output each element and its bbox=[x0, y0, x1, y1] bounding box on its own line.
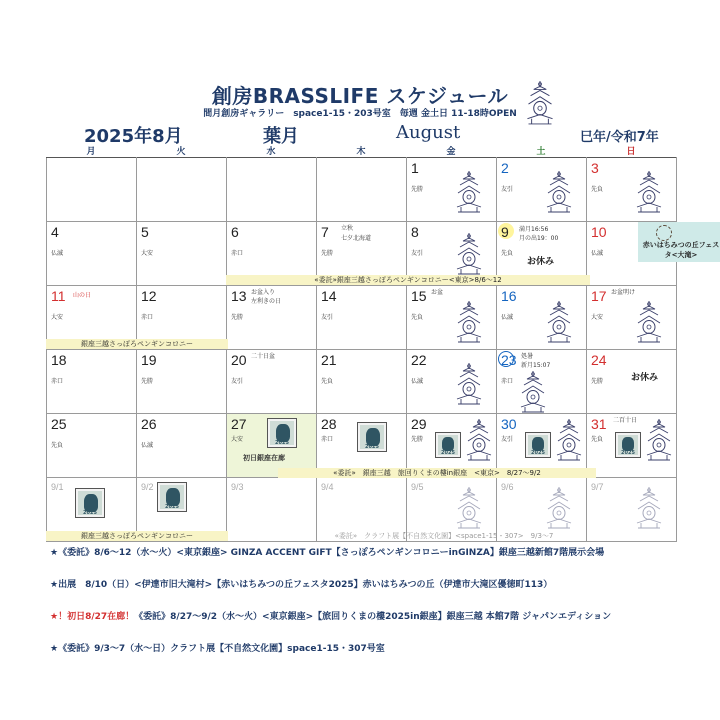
day-number: 18 bbox=[51, 352, 67, 368]
open-day-pagoda-icon bbox=[455, 232, 483, 276]
calendar-cell-aug-31 bbox=[587, 414, 677, 478]
rokuyo-label: 大安 bbox=[231, 436, 244, 443]
obon-20th-note: 二十日盆 bbox=[251, 353, 276, 360]
bear-stamp-image: 2025 bbox=[615, 432, 641, 458]
rokuyo-label: 赤口 bbox=[501, 378, 514, 385]
calendar-cell-empty bbox=[317, 158, 407, 222]
rokuyo-label: 先勝 bbox=[231, 314, 244, 321]
day-number: 9/6 bbox=[501, 482, 514, 492]
honey-hill-festa-card bbox=[638, 222, 720, 262]
day-number: 9/4 bbox=[321, 482, 334, 492]
rokuyo-label: 先勝 bbox=[321, 250, 334, 257]
open-day-pagoda-icon bbox=[455, 486, 483, 530]
day-number: 9/7 bbox=[591, 482, 604, 492]
first-day-alert: ★！初日8/27在廊！ bbox=[50, 612, 135, 622]
gallery-subtitle: 間月創房ギャラリー space1-15・203号室 毎週 金土日 11-18時OPEN bbox=[203, 109, 517, 119]
full-moon-note: 満月16:56 bbox=[519, 226, 549, 233]
rokuyo-label: 仏滅 bbox=[591, 250, 604, 257]
day-number: 22 bbox=[411, 352, 427, 368]
day-number: 9/5 bbox=[411, 482, 424, 492]
rokuyo-label: 仏滅 bbox=[51, 250, 64, 257]
day-number: 29 bbox=[411, 416, 427, 432]
holiday-label: 山の日 bbox=[73, 292, 92, 299]
open-day-pagoda-icon bbox=[555, 418, 583, 462]
bear-stamp-image: 2025 bbox=[157, 482, 187, 512]
new-moon-note: 新月15:07 bbox=[521, 362, 551, 369]
day-number: 7 bbox=[321, 224, 329, 240]
calendar-cell-aug-22 bbox=[407, 350, 497, 414]
obon-note: お盆 bbox=[431, 289, 444, 296]
calendar-cell-aug-14 bbox=[317, 286, 407, 350]
open-day-pagoda-icon bbox=[545, 300, 573, 344]
open-day-pagoda-icon bbox=[455, 170, 483, 214]
calendar-cell-aug-16 bbox=[497, 286, 587, 350]
day-number: 2 bbox=[501, 160, 509, 176]
rokuyo-label: 大安 bbox=[591, 314, 604, 321]
rokuyo-label: 大安 bbox=[141, 250, 154, 257]
calendar-cell-aug-24 bbox=[587, 350, 677, 414]
day-number: 9/3 bbox=[231, 482, 244, 492]
bear-stamp-image: 2025 bbox=[525, 432, 551, 458]
calendar-cell-aug-23 bbox=[497, 350, 587, 414]
day-number: 27 bbox=[231, 416, 247, 432]
day-number: 10 bbox=[591, 224, 607, 240]
rokuyo-label: 友引 bbox=[501, 186, 514, 193]
rokuyo-label: 赤口 bbox=[321, 436, 334, 443]
day-number: 5 bbox=[141, 224, 149, 240]
day-number: 25 bbox=[51, 416, 67, 432]
day-number: 6 bbox=[231, 224, 239, 240]
open-day-pagoda-icon bbox=[635, 300, 663, 344]
day-number: 20 bbox=[231, 352, 247, 368]
calendar-cell-sep-7 bbox=[587, 478, 677, 542]
calendar-cell-aug-18 bbox=[47, 350, 137, 414]
bear-stamp-image: 2025 bbox=[75, 488, 105, 518]
bear-exhibition-banner: «委託» 銀座三越 旅回りくまの樓in銀座 <東京> 8/27〜9/2 bbox=[278, 468, 596, 478]
obon-start-note: お盆入り bbox=[251, 289, 276, 296]
calendar-cell-aug-21 bbox=[317, 350, 407, 414]
calendar-cell-aug-20 bbox=[227, 350, 317, 414]
day-number: 19 bbox=[141, 352, 157, 368]
open-day-pagoda-icon bbox=[465, 418, 493, 462]
rokuyo-label: 先負 bbox=[51, 442, 64, 449]
footer-event-3-text: 《委託》8/27〜9/2（水〜火）<東京銀座>【旅回りくまの樓2025in銀座】銀座三越 本館7階 ジャパンエディション bbox=[134, 612, 612, 622]
day-number: 11 bbox=[51, 288, 66, 304]
calendar-cell-aug-5 bbox=[137, 222, 227, 286]
rokuyo-label: 友引 bbox=[411, 250, 424, 257]
rokuyo-label: 仏滅 bbox=[501, 314, 514, 321]
solar-term-note: 立秋 bbox=[341, 225, 354, 232]
day-number: 28 bbox=[321, 416, 337, 432]
calendar-grid bbox=[46, 157, 720, 541]
weekday-header bbox=[46, 144, 676, 158]
day-number: 4 bbox=[51, 224, 59, 240]
day-number: 24 bbox=[591, 352, 607, 368]
weekday-tue: 火 bbox=[176, 147, 186, 157]
weekday-sun: 日 bbox=[626, 147, 636, 157]
craft-exhibition-banner: «委託» クラフト展【不自然文化園】<space1-15・307> 9/3〜7 bbox=[334, 532, 554, 540]
weekday-mon: 月 bbox=[86, 147, 96, 157]
day-number: 8 bbox=[411, 224, 419, 240]
rokuyo-label: 大安 bbox=[51, 314, 64, 321]
closed-label: お休み bbox=[527, 257, 555, 267]
schedule-title: 創房BRASSLIFE スケジュール bbox=[211, 84, 509, 108]
day-number: 3 bbox=[591, 160, 599, 176]
day-number: 30 bbox=[501, 416, 517, 432]
lefthanders-day-note: 左利きの日 bbox=[251, 298, 282, 305]
first-day-caption: 初日銀座在廊 bbox=[243, 454, 285, 462]
calendar-cell-aug-3 bbox=[587, 158, 677, 222]
bear-stamp-image: 2025 bbox=[435, 432, 461, 458]
rokuyo-label: 仏滅 bbox=[411, 378, 424, 385]
weekday-thu: 木 bbox=[356, 147, 366, 157]
obon-end-note: お盆明け bbox=[611, 289, 636, 296]
day-number: 26 bbox=[141, 416, 157, 432]
rokuyo-label: 友引 bbox=[501, 436, 514, 443]
penguin-colony-banner: «委託»銀座三越さっぽろペンギンコロニー<東京>8/6〜12 bbox=[226, 275, 590, 285]
open-day-pagoda-icon bbox=[635, 486, 663, 530]
footer-event-3 bbox=[50, 609, 720, 622]
rokuyo-label: 先勝 bbox=[591, 378, 604, 385]
day-number: 9/2 bbox=[141, 482, 154, 492]
day-number: 14 bbox=[321, 288, 337, 304]
festival-note: 七夕北海道 bbox=[341, 235, 372, 242]
calendar-cell-empty bbox=[227, 158, 317, 222]
day-number: 15 bbox=[411, 288, 427, 304]
calendar-cell-empty bbox=[47, 158, 137, 222]
open-day-pagoda-icon bbox=[645, 418, 673, 462]
rokuyo-label: 赤口 bbox=[231, 250, 244, 257]
day-number: 13 bbox=[231, 288, 247, 304]
bear-stamp-image: 2025 bbox=[267, 418, 297, 448]
calendar-cell-aug-1 bbox=[407, 158, 497, 222]
day-number: 9/1 bbox=[51, 482, 64, 492]
day-number: 9 bbox=[501, 224, 509, 240]
calendar-cell-aug-25 bbox=[47, 414, 137, 478]
open-day-pagoda-icon bbox=[455, 362, 483, 406]
rokuyo-label: 赤口 bbox=[51, 378, 64, 385]
rokuyo-label: 先負 bbox=[321, 378, 334, 385]
nihyakutoka-note: 二百十日 bbox=[613, 417, 638, 424]
english-month: August bbox=[396, 122, 461, 143]
closed-label: お休み bbox=[631, 373, 659, 383]
weekday-fri: 金 bbox=[446, 147, 456, 157]
rokuyo-label: 赤口 bbox=[141, 314, 154, 321]
open-day-pagoda-icon bbox=[545, 170, 573, 214]
rokuyo-label: 友引 bbox=[231, 378, 244, 385]
era-label: 巳年/令和7年 bbox=[580, 130, 659, 145]
japanese-month: 葉月 bbox=[263, 126, 299, 147]
calendar-cell-aug-2 bbox=[497, 158, 587, 222]
day-number: 1 bbox=[411, 160, 419, 176]
day-number: 17 bbox=[591, 288, 607, 304]
calendar-cell-aug-15 bbox=[407, 286, 497, 350]
month-heading bbox=[0, 120, 720, 146]
footer-event-4: ★《委託》9/3〜7（水〜日）クラフト展【不自然文化園】space1-15・307号室 bbox=[50, 644, 385, 654]
year-month: 2025年8月 bbox=[84, 126, 183, 147]
weekday-sat: 土 bbox=[536, 147, 546, 157]
day-number: 16 bbox=[501, 288, 517, 304]
rokuyo-label: 先勝 bbox=[411, 436, 424, 443]
festa-logo-icon bbox=[656, 225, 672, 241]
day-number: 23 bbox=[501, 352, 517, 368]
rokuyo-label: 先負 bbox=[591, 436, 604, 443]
moonrise-note: 月の出19：00 bbox=[519, 235, 559, 242]
open-day-pagoda-icon bbox=[519, 370, 547, 414]
rokuyo-label: 先勝 bbox=[141, 378, 154, 385]
footer-event-1: ★《委託》8/6〜12（水〜火）<東京銀座> GINZA ACCENT GIFT【さっぽろペンギンコロニーinGINZA】銀座三越新館7階展示会場 bbox=[50, 548, 605, 558]
rokuyo-label: 先負 bbox=[501, 250, 514, 257]
calendar-cell-empty bbox=[137, 158, 227, 222]
day-number: 12 bbox=[141, 288, 157, 304]
calendar-cell-aug-17 bbox=[587, 286, 677, 350]
festa-title: 赤いはちみつの丘フェスタ<大滝> bbox=[642, 241, 720, 259]
calendar-cell-aug-13 bbox=[227, 286, 317, 350]
calendar-cell-aug-26 bbox=[137, 414, 227, 478]
weekday-wed: 水 bbox=[266, 147, 276, 157]
rokuyo-label: 友引 bbox=[321, 314, 334, 321]
calendar-cell-aug-19 bbox=[137, 350, 227, 414]
rokuyo-label: 先負 bbox=[411, 314, 424, 321]
penguin-colony-banner: 銀座三越さっぽろペンギンコロニー bbox=[46, 531, 228, 541]
penguin-colony-banner: 銀座三越さっぽろペンギンコロニー bbox=[46, 339, 228, 349]
rokuyo-label: 仏滅 bbox=[141, 442, 154, 449]
day-number: 31 bbox=[591, 416, 607, 432]
bear-stamp-image: 2025 bbox=[357, 422, 387, 452]
solar-term-note: 処暑 bbox=[521, 353, 534, 360]
rokuyo-label: 先勝 bbox=[411, 186, 424, 193]
open-day-pagoda-icon bbox=[635, 170, 663, 214]
calendar-cell-aug-4 bbox=[47, 222, 137, 286]
footer-event-2: ★出展 8/10（日）<伊達市旧大滝村>【赤いはちみつの丘フェスタ2025】赤いはちみつの丘（伊達市大滝区優徳町113） bbox=[50, 580, 553, 590]
rokuyo-label: 先負 bbox=[591, 186, 604, 193]
open-day-pagoda-icon bbox=[545, 486, 573, 530]
day-number: 21 bbox=[321, 352, 337, 368]
open-day-pagoda-icon bbox=[455, 300, 483, 344]
